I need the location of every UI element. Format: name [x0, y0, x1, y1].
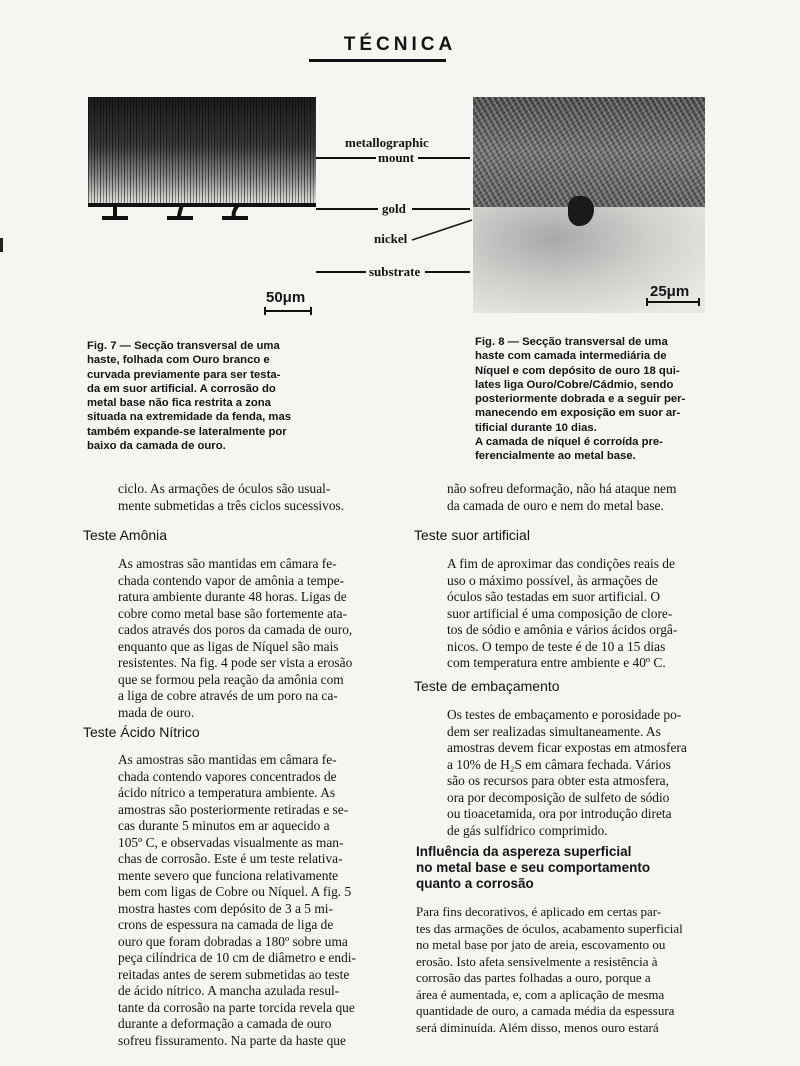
text-line: mostra hastes com depósito de 3 a 5 mi- — [118, 900, 333, 916]
text-line: a liga de cobre através de um poro na ca- — [118, 688, 338, 703]
label-metallographic: metallographic — [345, 135, 429, 150]
text-line: As amostras são mantidas em câmara fe- — [118, 752, 337, 767]
caption-line: metal base não fica restrita a zona — [87, 397, 271, 410]
fig8-scale-label: 25μm — [650, 283, 690, 300]
suor-paragraph — [447, 556, 712, 672]
text-line: nicos. O tempo de teste é de 10 a 15 dias — [447, 638, 666, 654]
caption-line: ferencialmente ao metal base. — [475, 450, 636, 463]
text-line: cobre como metal base são fortemente ata- — [118, 605, 348, 621]
heading-teste-acido-nitrico: Teste Ácido Nítrico — [83, 724, 200, 740]
fig7-scale-label: 50μm — [266, 289, 306, 306]
text-line: ouro que foram dobradas a 180º sobre uma — [118, 933, 348, 949]
caption-line: da em suor artificial. A corrosão do — [87, 382, 276, 395]
text-line: tante da corrosão na parte torcida revela que — [118, 999, 355, 1015]
caption-line: também expande-se lateralmente por — [87, 425, 287, 438]
amonia-paragraph — [118, 556, 386, 721]
text-line: 105º C, e observadas visualmente as man- — [118, 834, 344, 850]
text-line: com temperatura entre ambiente e 40º C. — [447, 655, 666, 670]
caption-line: curvada previamente para ser testa- — [87, 368, 281, 381]
text-line: mente submetidas a três ciclos sucessivos. — [118, 497, 345, 513]
label-gold-line-left — [316, 208, 378, 210]
text-line: não sofreu deformação, não há ataque nem — [447, 481, 677, 496]
caption-line: manecendo em exposição em suor ar- — [475, 407, 681, 420]
text-line: será diminuída. Além disso, menos ouro estará — [416, 1019, 659, 1035]
label-substrate: substrate — [369, 264, 421, 279]
heading-teste-amonia: Teste Amônia — [83, 527, 168, 543]
text-line: quantidade de ouro, a camada média da espessura — [416, 1003, 675, 1018]
caption-line: posteriormente dobrada e a seguir per- — [475, 393, 686, 406]
text-line: no metal base por jato de areia, escovamento ou — [416, 937, 666, 952]
text-line: dem ser realizadas simultaneamente. As — [447, 723, 661, 739]
text-line: amostras devem ficar expostas em atmosfera — [447, 740, 687, 755]
text-line: a 10% de H₂S em câmara fechada. Vários — [447, 756, 671, 772]
fig7-micrograph — [88, 97, 316, 205]
text-line: tes das armações de óculos, acabamento superficial — [416, 920, 683, 936]
text-line: A fim de aproximar das condições reais de — [447, 556, 675, 571]
text-line: uso o máximo possível, às armações de — [447, 572, 658, 588]
text-line: ou tioacetamida, ora por introdução direta — [447, 806, 672, 821]
caption-line: haste, folhada com Ouro branco e — [87, 354, 270, 367]
page-header-title: TÉCNICA — [343, 34, 457, 55]
text-line: Os testes de embaçamento e porosidade po- — [447, 707, 682, 722]
text-line: chas de corrosão. Este é um teste relativa- — [118, 851, 343, 866]
page-edge-mark — [0, 238, 3, 252]
label-nickel: nickel — [374, 231, 408, 246]
heading-teste-suor-artificial: Teste suor artificial — [414, 527, 530, 543]
label-substrate-line-right — [425, 271, 470, 273]
text-line: As amostras são mantidas em câmara fe- — [118, 556, 337, 571]
label-gold-line-right — [412, 208, 470, 210]
text-line: mente severo que funciona relativamente — [118, 867, 339, 883]
nitrico-paragraph — [118, 752, 386, 1049]
right-intro-paragraph — [447, 481, 712, 514]
text-line: resistentes. Na fig. 4 pode ser vista a erosão — [118, 655, 353, 670]
caption-line: Fig. 7 — Secção transversal de uma — [87, 340, 280, 352]
label-mount: mount — [378, 150, 415, 165]
caption-line: lates liga Ouro/Cobre/Cádmio, sendo — [475, 378, 674, 391]
fig8-micrograph-top — [473, 97, 705, 207]
fig7-corrosion-pit-3 — [218, 205, 252, 223]
text-line: chada contendo vapor de amônia a tempe- — [118, 572, 345, 588]
text-line: de ácido nítrico. A mancha azulada resul- — [118, 983, 340, 998]
text-line: cas durante 5 minutos em ar aquecido a — [118, 818, 330, 833]
text-line: que se formou pela reação da amônia com — [118, 671, 344, 687]
text-line: corrosão das partes folhadas a ouro, porque a — [416, 970, 651, 985]
fig8-scale-bar — [646, 298, 700, 306]
caption-line: haste com camada intermediária de — [475, 350, 667, 363]
text-line: enquanto que as ligas de Níquel são mais — [118, 638, 339, 654]
text-line: da camada de ouro e nem do metal base. — [447, 497, 664, 513]
heading-line: quanto a corrosão — [416, 876, 534, 891]
text-line: óculos são testadas em suor artificial. O — [447, 589, 661, 604]
text-line: Para fins decorativos, é aplicado em certas par- — [416, 904, 662, 919]
label-gold: gold — [382, 201, 406, 216]
text-line: ratura ambiente durante 48 horas. Ligas de — [118, 589, 347, 604]
text-line: cados através dos poros da camada de ouro, — [118, 622, 353, 637]
header-underline — [309, 59, 446, 62]
heading-line: Influência da aspereza superficial — [416, 844, 632, 859]
caption-line: baixo da camada de ouro. — [87, 440, 226, 453]
text-line: sofreu fissuramento. Na parte da haste que — [118, 1032, 346, 1048]
influencia-paragraph — [416, 904, 719, 1036]
embacamento-paragraph — [447, 707, 712, 839]
label-nickel-pointer — [412, 218, 474, 244]
label-substrate-line-left — [316, 271, 366, 273]
caption-line: situada na extremidade da fenda, mas — [87, 411, 292, 424]
heading-influencia — [416, 844, 716, 892]
text-line: durante a deformação a camada de ouro — [118, 1016, 332, 1031]
text-line: bem com ligas de Cobre ou Níquel. A fig. 5 — [118, 884, 352, 899]
fig7-scale-bar — [264, 307, 312, 315]
caption-line: A camada de níquel é corroída pre- — [475, 436, 663, 449]
text-line: reitadas antes de serem submetidas ao teste — [118, 966, 350, 982]
heading-line: no metal base e seu comportamento — [416, 860, 651, 875]
text-line: suor artificial é uma composição de clore- — [447, 605, 673, 621]
text-line: ora por decomposição de sulfeto de sódio — [447, 789, 670, 805]
caption-line: tificial durante 10 dias. — [475, 421, 597, 434]
text-line: erosão. Isto afeta sensivelmente a resistência à — [416, 953, 658, 969]
label-mount-line-left — [316, 157, 376, 159]
caption-line: Níquel e com depósito de ouro 18 qui- — [475, 364, 680, 377]
text-line: amostras são posteriormente retiradas e se- — [118, 801, 349, 817]
text-line: são os recursos para obter esta atmosfera, — [447, 773, 669, 788]
text-line: ácido nítrico a temperatura ambiente. As — [118, 785, 336, 800]
fig7-corrosion-pit-1 — [98, 205, 132, 223]
text-line: peça cilíndrica de 10 cm de diâmetro e endi- — [118, 950, 356, 965]
text-line: crons de espessura na camada de liga de — [118, 917, 334, 932]
fig7-caption — [87, 339, 327, 453]
caption-line: Fig. 8 — Secção transversal de uma — [475, 336, 668, 348]
label-mount-line-right — [418, 157, 470, 159]
text-line: ciclo. As armações de óculos são usual- — [118, 481, 331, 496]
text-line: área é aumentada, e, com a aplicação de mesma — [416, 986, 665, 1002]
heading-teste-embacamento: Teste de embaçamento — [414, 678, 560, 694]
left-intro-paragraph — [118, 481, 386, 514]
text-line: tos de sódio e amônia e vários ácidos orgâ- — [447, 622, 678, 637]
text-line: chada contendo vapores concentrados de — [118, 768, 337, 784]
fig7-corrosion-pit-2 — [163, 205, 197, 223]
text-line: mada de ouro. — [118, 704, 195, 720]
fig8-caption — [475, 335, 715, 464]
text-line: de gás sulfídrico comprimido. — [447, 822, 608, 838]
